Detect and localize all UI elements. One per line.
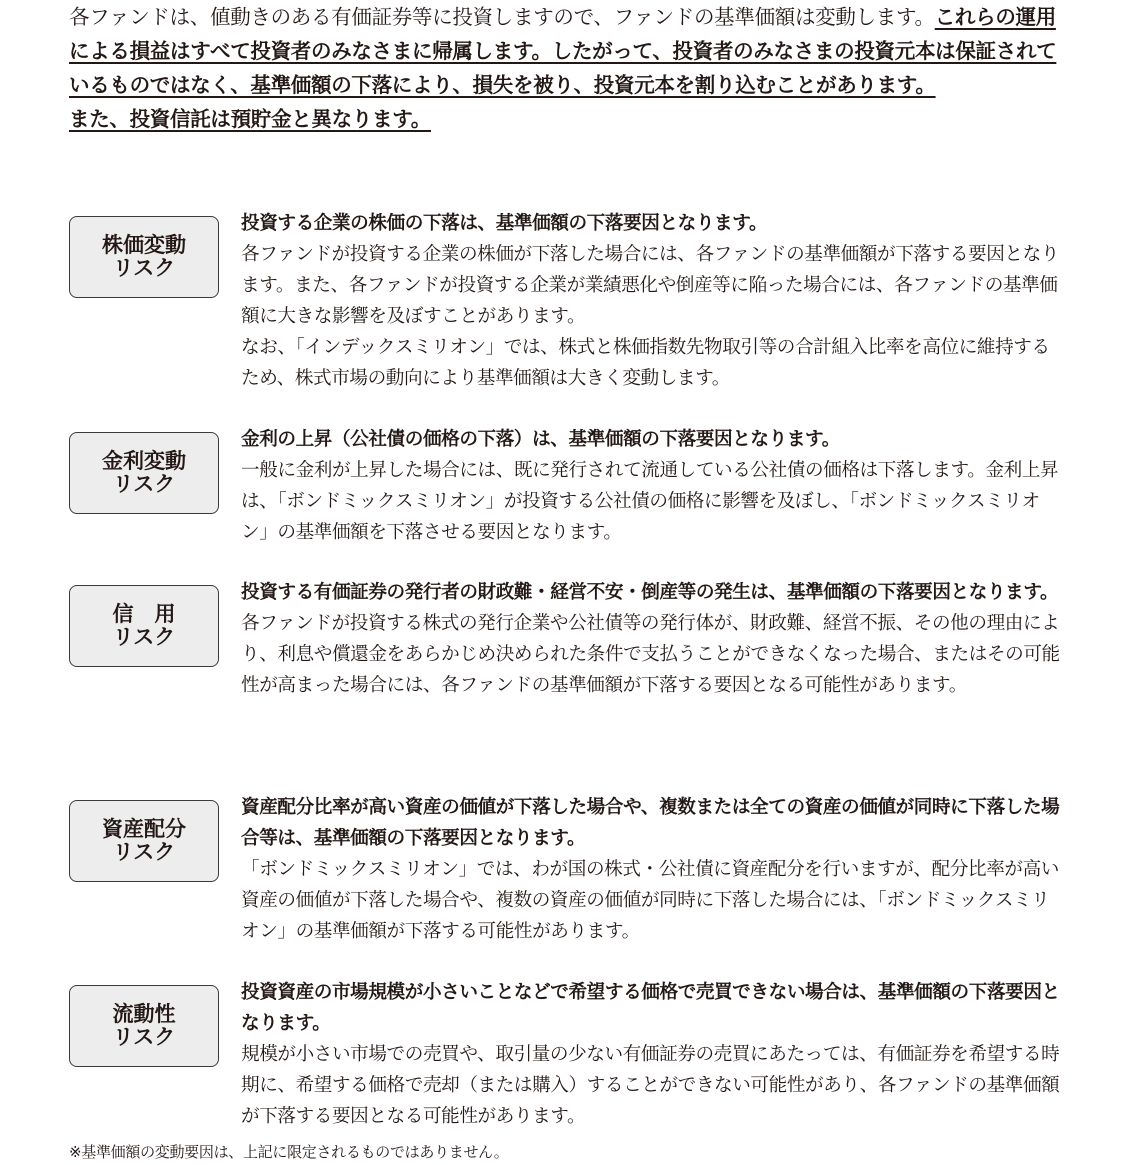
- risk-heading: 投資する有価証券の発行者の財政難・経営不安・倒産等の発生は、基準価額の下落要因となります。: [241, 582, 1059, 603]
- risk-heading: 投資資産の市場規模が小さいことなどで希望する価格で売買できない場合は、基準価額の下落要因となります。: [241, 982, 1060, 1034]
- risk-tag-title: 流動性: [112, 1002, 176, 1026]
- risk-tag-credit: [69, 585, 219, 667]
- risk-paragraph: 「ボンドミックスミリオン」では、わが国の株式・公社債に資産配分を行いますが、配分比率が高い資産の価値が下落した場合や、複数の資産の価値が同時に下落した場合には、「ボンドミックスミリオン」の基準価額が下落する可能性があります。: [241, 859, 1059, 942]
- risk-tag-liquidity: [69, 985, 219, 1067]
- intro-deposit-text: また、投資信託は預貯金と異なります。: [69, 107, 431, 131]
- risk-tag-subtitle: リスク: [112, 472, 176, 496]
- intro-second-paragraph: [69, 102, 1064, 136]
- risk-tag-title: 信 用: [112, 602, 176, 626]
- risk-tag-stock: [69, 216, 219, 298]
- risk-body-stock: [241, 208, 1063, 394]
- risk-tag-title: 資産配分: [102, 817, 186, 841]
- risk-tag-interest: [69, 432, 219, 514]
- risk-body-credit: [241, 577, 1063, 701]
- risk-heading: 資産配分比率が高い資産の価値が下落した場合や、複数または全ての資産の価値が同時に下落した場合等は、基準価額の下落要因となります。: [241, 797, 1060, 849]
- risk-paragraph: 一般に金利が上昇した場合には、既に発行されて流通している公社債の価格は下落します。金利上昇は、「ボンドミックスミリオン」が投資する公社債の価格に影響を及ぼし、「ボンドミックスミリオン」の基準価額を下落させる要因となります。: [241, 460, 1059, 543]
- risk-body-liquidity: [241, 977, 1063, 1132]
- risk-tag-allocation: [69, 800, 219, 882]
- intro-paragraph: [69, 0, 1064, 102]
- risk-tag-subtitle: リスク: [112, 625, 176, 649]
- risk-heading: 金利の上昇（公社債の価格の下落）は、基準価額の下落要因となります。: [241, 429, 840, 450]
- risk-tag-subtitle: リスク: [112, 1025, 176, 1049]
- intro-disclaimer-text: これらの運用による損益はすべて投資者のみなさまに帰属します。したがって、投資者のみなさまの投資元本は保証されているものではなく、基準価額の下落により、損失を被り、投資元本を割り込むことがあります。: [69, 5, 1057, 97]
- risk-tag-title: 株価変動: [102, 233, 186, 257]
- risk-paragraph: 規模が小さい市場での売買や、取引量の少ない有価証券の売買にあたっては、有価証券を希望する時期に、希望する価格で売却（または購入）することができない可能性があり、各ファンドの基準価額が下落する要因となる可能性があります。: [241, 1044, 1060, 1127]
- risk-tag-subtitle: リスク: [112, 256, 176, 280]
- risk-paragraph: なお、「インデックスミリオン」では、株式と株価指数先物取引等の合計組入比率を高位に維持するため、株式市場の動向により基準価額は大きく変動します。: [241, 337, 1050, 389]
- risk-tag-subtitle: リスク: [112, 840, 176, 864]
- intro-lead-text: 各ファンドは、値動きのある有価証券等に投資しますので、ファンドの基準価額は変動します。: [69, 5, 935, 29]
- intro-section: [69, 0, 1064, 136]
- risk-body-allocation: [241, 792, 1063, 947]
- risk-paragraph: 各ファンドが投資する株式の発行企業や公社債等の発行体が、財政難、経営不振、その他の理由により、利息や償還金をあらかじめ決められた条件で支払うことができなくなった場合、またはその可能性が高まった場合には、各ファンドの基準価額が下落する要因となる可能性があります。: [241, 613, 1060, 696]
- risk-heading: 投資する企業の株価の下落は、基準価額の下落要因となります。: [241, 213, 768, 234]
- risk-paragraph: 各ファンドが投資する企業の株価が下落した場合には、各ファンドの基準価額が下落する要因となります。また、各ファンドが投資する企業が業績悪化や倒産等に陥った場合には、各ファンドの基準価額に大きな影響を及ぼすことがあります。: [241, 244, 1059, 327]
- risk-body-interest: [241, 424, 1063, 548]
- footnote: ※基準価額の変動要因は、上記に限定されるものではありません。: [69, 1143, 509, 1161]
- risk-tag-title: 金利変動: [102, 449, 186, 473]
